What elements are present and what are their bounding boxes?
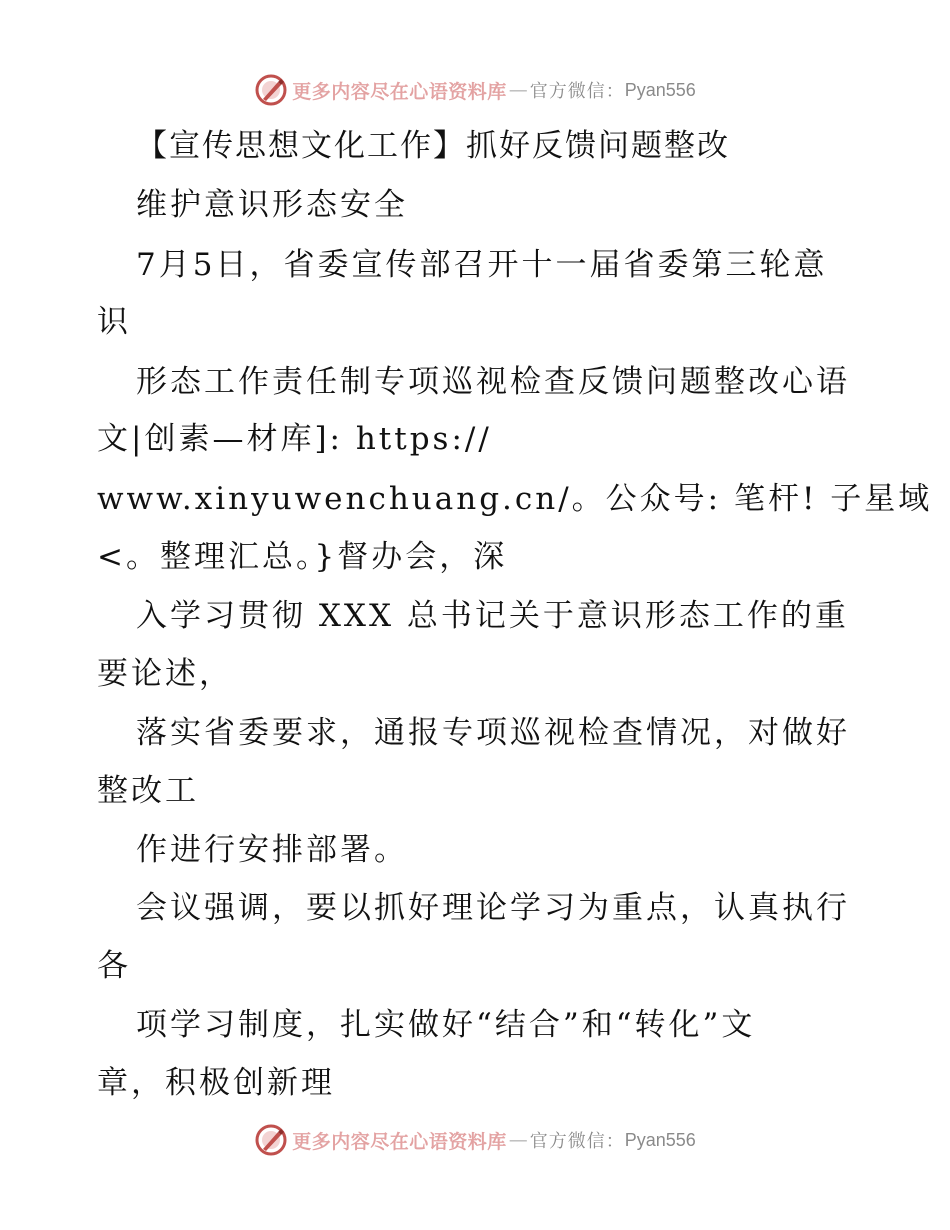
- document-line: 识: [97, 304, 131, 340]
- watermark-separator: —: [508, 1129, 528, 1151]
- document-line: 章，积极创新理: [97, 1065, 335, 1101]
- document-line: 维护意识形态安全: [136, 187, 408, 223]
- document-title: 【宣传思想文化工作】抓好反馈问题整改: [136, 128, 730, 164]
- document-line: 形态工作责任制专项巡视检查反馈问题整改心语: [136, 364, 850, 400]
- watermark-main-text: 更多内容尽在心语资料库: [292, 80, 507, 103]
- document-line: <。整理汇总。}督办会，深: [97, 539, 508, 575]
- pen-seal-icon: [254, 1123, 288, 1157]
- document-line: 项学习制度，扎实做好“结合”和“转化”文: [136, 1007, 756, 1043]
- watermark-wechat-label: 官方微信：: [529, 1131, 625, 1152]
- document-line: 7月5日，省委宣传部召开十一届省委第三轮意: [136, 247, 828, 283]
- document-line: www.xinyuwenchuang.cn/。公众号: 笔杆! 子星域: [97, 481, 933, 517]
- watermark-separator: —: [508, 79, 528, 101]
- watermark-wechat-label: 官方微信：: [529, 81, 625, 102]
- watermark-wechat-id: Pyan556: [624, 79, 696, 100]
- document-line: 作进行安排部署。: [136, 832, 408, 868]
- watermark-main-text: 更多内容尽在心语资料库: [292, 1130, 507, 1153]
- document-line: 文|创素—材库]: https://: [97, 421, 492, 457]
- document-line: 入学习贯彻 XXX 总书记关于意识形态工作的重: [136, 598, 849, 634]
- watermark-wechat-id: Pyan556: [624, 1129, 696, 1150]
- document-line: 落实省委要求，通报专项巡视检查情况，对做好: [136, 715, 850, 751]
- document-line: 各: [97, 948, 131, 984]
- document-line: 整改工: [97, 773, 199, 809]
- document-line: 要论述，: [97, 656, 233, 692]
- document-line: 会议强调，要以抓好理论学习为重点，认真执行: [136, 890, 850, 926]
- footer-watermark: [0, 1120, 950, 1160]
